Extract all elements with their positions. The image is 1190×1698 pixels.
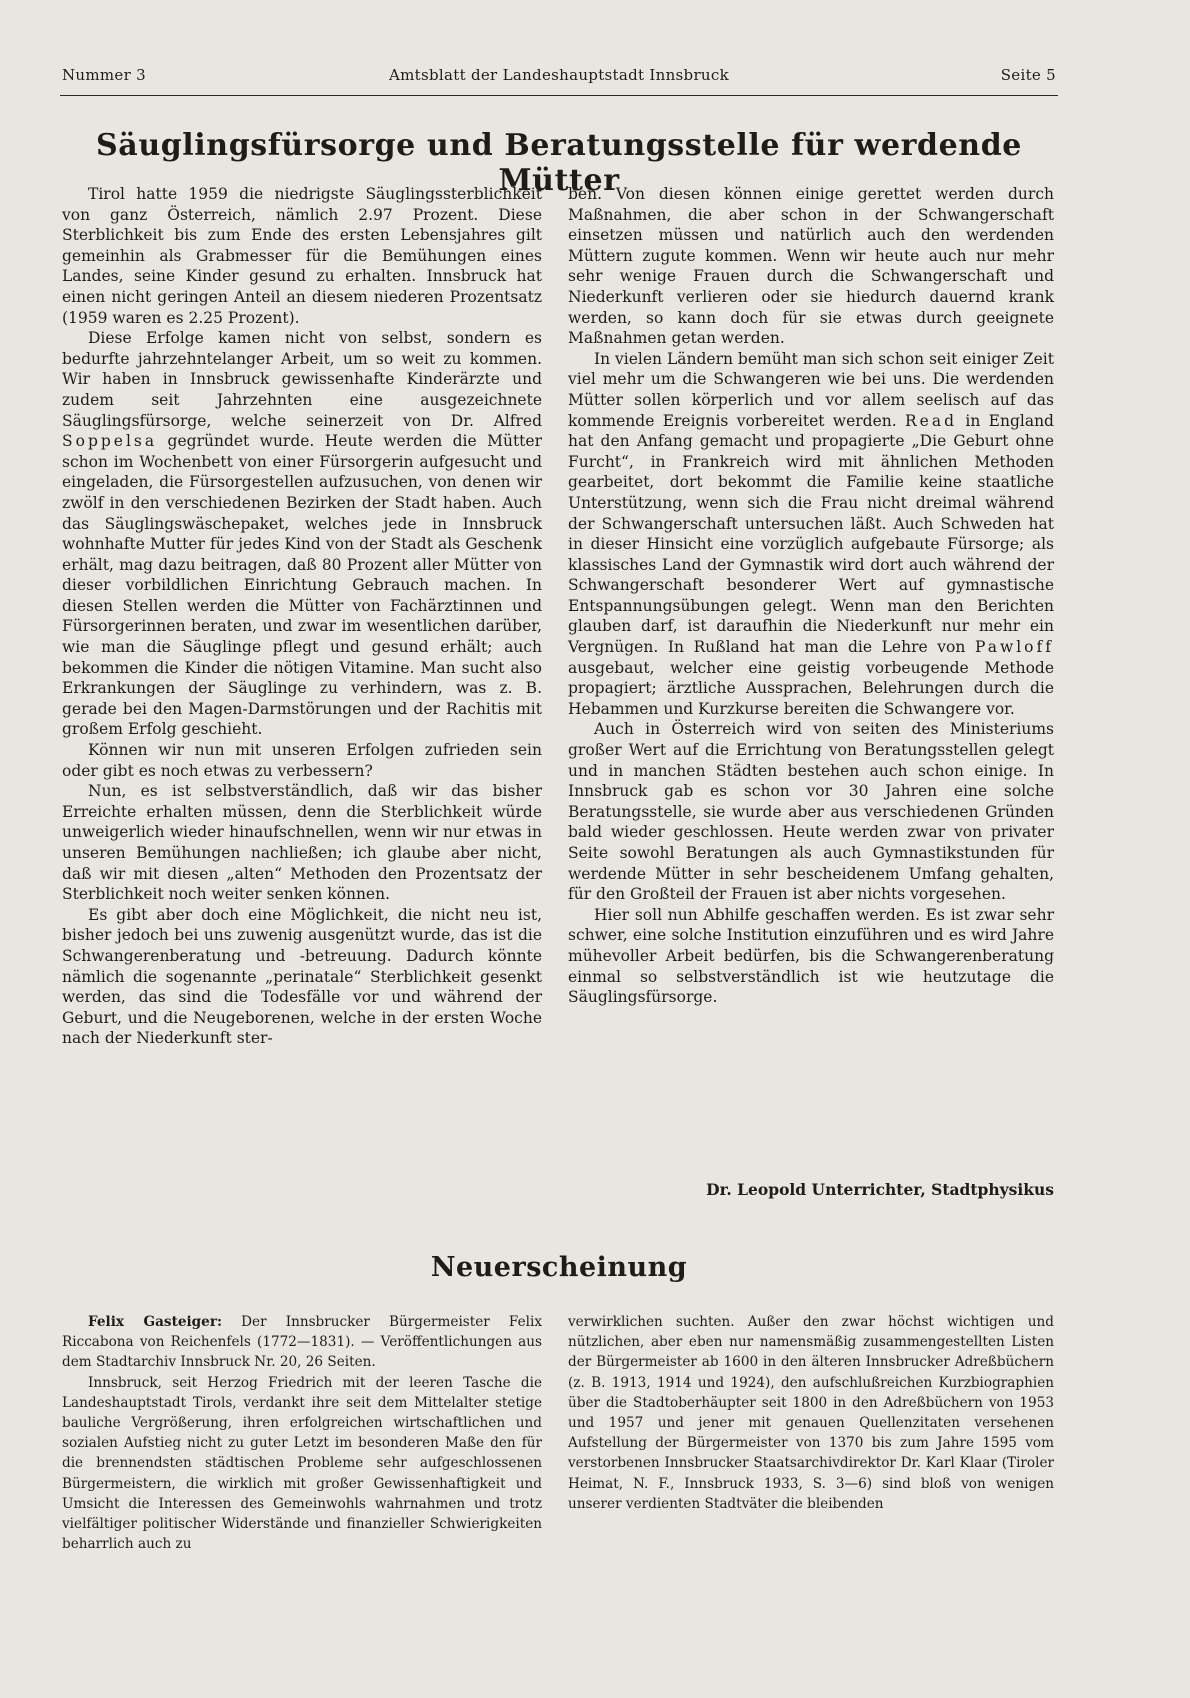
page-header (62, 66, 1056, 88)
paragraph-text: gegründet wurde. Heute werden die Mütter schon im Wochenbett von einer Fürsorgerin aufgesucht und eingeladen, die Fürsorgestellen aufzusuchen, von denen wir zwölf in den verschiedenen Bezirken der Stadt haben. Auch das Säuglingswäschepaket, welches jede in Innsbruck wohnhafte Mutter für jedes Kind von der Stadt als Geschenk erhält, mag dazu beitragen, daß 80 Prozent aller Mütter von dieser vorbildlichen Einrichtung Gebrauch machen. In diesen Stellen werden die Mütter von Fachärztinnen und Fürsorgerinnen beraten, und zwar im wesentlichen darüber, wie man die Säuglinge pflegt und gesund erhält; auch bekommen die Kinder die nötigen Vitamine. Man sucht also Erkrankungen der Säuglinge zu verhindern, was z. B. gerade bei den Magen-Darmstörungen und der Rachitis mit großem Erfolg geschieht. (62, 432, 542, 739)
paragraph-text: ausgebaut, welcher eine geistig vorbeugende Methode propagiert; ärztliche Aussprachen, Belehrungen durch die Hebammen und Kurzkurse bereiten die Schwangere vor. (568, 658, 1054, 718)
article-signature: Dr. Leopold Unterrichter, Stadtphysikus (706, 1180, 1054, 1199)
article-title: Säuglingsfürsorge und Beratungsstelle für werdende Mütter (96, 128, 1022, 198)
article-paragraph: Tirol hatte 1959 die niedrigste Säuglingssterblichkeit von ganz Österreich, nämlich 2.97 Prozent. Diese Sterblichkeit bis zum Ende des ersten Lebensjahres gilt gemeinhin als Grabmesser für die Bemühungen eines Landes, seine Kinder gesund zu erhalten. Innsbruck hat einen nicht geringen Anteil an diesem niederen Prozentsatz (1959 waren es 2.25 Prozent). (62, 185, 542, 327)
article-paragraph: Nun, es ist selbstverständlich, daß wir das bisher Erreichte erhalten müssen, denn die Sterblichkeit würde unweigerlich wieder hinaufschnellen, wenn wir nur etwas in unseren Bemühungen nachließen; ich glaube aber nicht, daß wir mit diesen „alten“ Methoden den Prozentsatz der Sterblichkeit noch weiter senken können. (62, 782, 542, 904)
news-paragraph (62, 1312, 542, 1373)
publication-title: Amtsblatt der Landeshauptstadt Innsbruck (389, 66, 729, 84)
article-paragraph: ben. Von diesen können einige gerettet werden durch Maßnahmen, die aber schon in der Schwangerschaft einsetzen müssen und natürlich auch den werdenden Müttern zugute kommen. Wenn wir heute auch nur mehr sehr wenige Frauen durch die Schwangerschaft und Niederkunft verlieren oder sie hiedurch dauernd krank werden, so kann doch für sie etwas durch geeignete Maßnahmen getan werden. (568, 185, 1054, 348)
article-column-left (62, 184, 542, 1049)
article-paragraph: Es gibt aber doch eine Möglichkeit, die nicht neu ist, bisher jedoch bei uns zuwenig ausgenützt wurde, das ist die Schwangerenberatung und -betreuung. Dadurch könnte nämlich die sogenannte „perinatale“ Sterblichkeit gesenkt werden, das sind die Todesfälle vor und während der Geburt, und die Neugeborenen, welche in der ersten Woche nach der Niederkunft ster- (62, 905, 542, 1048)
section-title-new-publication: Neuerscheinung (430, 1252, 688, 1283)
paragraph-text: In vielen Ländern bemüht man sich schon seit einiger Zeit viel mehr um die Schwangeren wie bei uns. Die werdenden Mütter sollen körperlich und vor allem seelisch auf das kommende Ereignis vorbereitet werden. (568, 349, 1054, 430)
header-rule (60, 95, 1058, 96)
article-paragraph: Auch in Österreich wird von seiten des Ministeriums großer Wert auf die Errichtung von Beratungsstellen gelegt und in manchen Städten bestehen auch schon einige. In Innsbruck gab es schon vor 30 Jahren eine solche Beratungsstelle, sie wurde aber aus verschiedenen Gründen bald wieder geschlossen. Heute werden zwar von privater Seite sowohl Beratungen als auch Gymnastikstunden für werdende Mütter in sehr bescheidenem Umfang gehalten, für den Großteil der Frauen ist aber nichts vorgesehen. (568, 720, 1054, 904)
news-column-left (62, 1312, 542, 1554)
article-column-right (568, 184, 1054, 1008)
news-paragraph: Innsbruck, seit Herzog Friedrich mit der leeren Tasche die Landeshauptstadt Tirols, verdankt ihre seit dem Mittelalter stetige bauliche Vergrößerung, ihren erfolgreichen wirtschaftlichen und sozialen Aufstieg nicht zu guter Letzt im besonderen Maße den für die brennendsten städtischen Probleme sehr aufgeschlossenen Bürgermeistern, die wirklich mit großer Gewissenhaftigkeit und Umsicht die Interessen des Gemeinwohls wahrnahmen und trotz vielfältiger politischer Widerstände und finanzieller Schwierigkeiten beharrlich auch zu (62, 1374, 542, 1553)
news-paragraph: verwirklichen suchten. Außer den zwar höchst wichtigen und nützlichen, aber eben nur namensmäßig zusammengestellten Listen der Bürgermeister ab 1600 in den älteren Innsbrucker Adreßbüchern (z. B. 1913, 1914 und 1924), den aufschlußreichen Kurzbiographien über die Stadtoberhäupter seit 1800 in den Adreßbüchern von 1953 und 1957 und jener mit genauen Quellenzitaten versehenen Aufstellung der Bürgermeister von 1370 bis zum Jahre 1595 vom verstorbenen Innsbrucker Staatsarchivdirektor Dr. Karl Klaar (Tiroler Heimat, N. F., Innsbruck 1933, S. 3—6) sind bloß von wenigen unserer verdienten Stadtväter die bleibenden (568, 1314, 1054, 1512)
person-name: Soppelsa (62, 432, 158, 451)
paragraph-text: Diese Erfolge kamen nicht von selbst, sondern es bedurfte jahrzehntelanger Arbeit, um so weit zu kommen. Wir haben in Innsbruck gewissenhafte Kinderärzte und zudem seit Jahrzehnten eine ausgezeichnete Säuglingsfürsorge, welche seinerzeit von Dr. Alfred (62, 329, 542, 430)
article-paragraph (62, 328, 542, 740)
paragraph-text: in England hat den Anfang gemacht und propagierte „Die Geburt ohne Furcht“, in Frankreich wird mit ähnlichen Methoden gearbeitet, dort bekommt die Familie keine staatliche Unterstützung, wenn sich die Frau nicht dreimal während der Schwangerschaft untersuchen läßt. Auch Schweden hat in dieser Hinsicht eine vorzüglich aufgebaute Fürsorge; als klassisches Land der Gymnastik wird dort auch während der Schwangerschaft besonderer Wert auf gymnastische Entspannungsübungen gelegt. Wenn man den Berichten glauben darf, ist daraufhin die Niederkunft nur mehr ein Vergnügen. In Rußland hat man die Lehre von (568, 411, 1054, 657)
page-number: Seite 5 (1000, 66, 1056, 84)
news-column-right (568, 1312, 1054, 1514)
news-author: Felix Gasteiger: (88, 1314, 223, 1330)
article-paragraph: Können wir nun mit unseren Erfolgen zufrieden sein oder gibt es noch etwas zu verbessern? (62, 741, 542, 780)
paragraph-text: Der Innsbrucker Bürgermeister Felix Riccabona von Reichenfels (1772—1831). — Veröffentlichungen aus dem Stadtarchiv Innsbruck Nr. 20, 26 Seiten. (62, 1314, 542, 1371)
issue-number: Nummer 3 (62, 66, 146, 84)
article-paragraph: Hier soll nun Abhilfe geschaffen werden. Es ist zwar sehr schwer, eine solche Institution einzuführen und es wird Jahre mühevoller Arbeit bedürfen, bis die Schwangerenberatung einmal so selbstverständlich ist wie heutzutage die Säuglingsfürsorge. (568, 905, 1054, 1007)
person-name: Pawloff (974, 638, 1054, 657)
person-name: Read (905, 411, 958, 430)
article-paragraph (568, 349, 1054, 720)
